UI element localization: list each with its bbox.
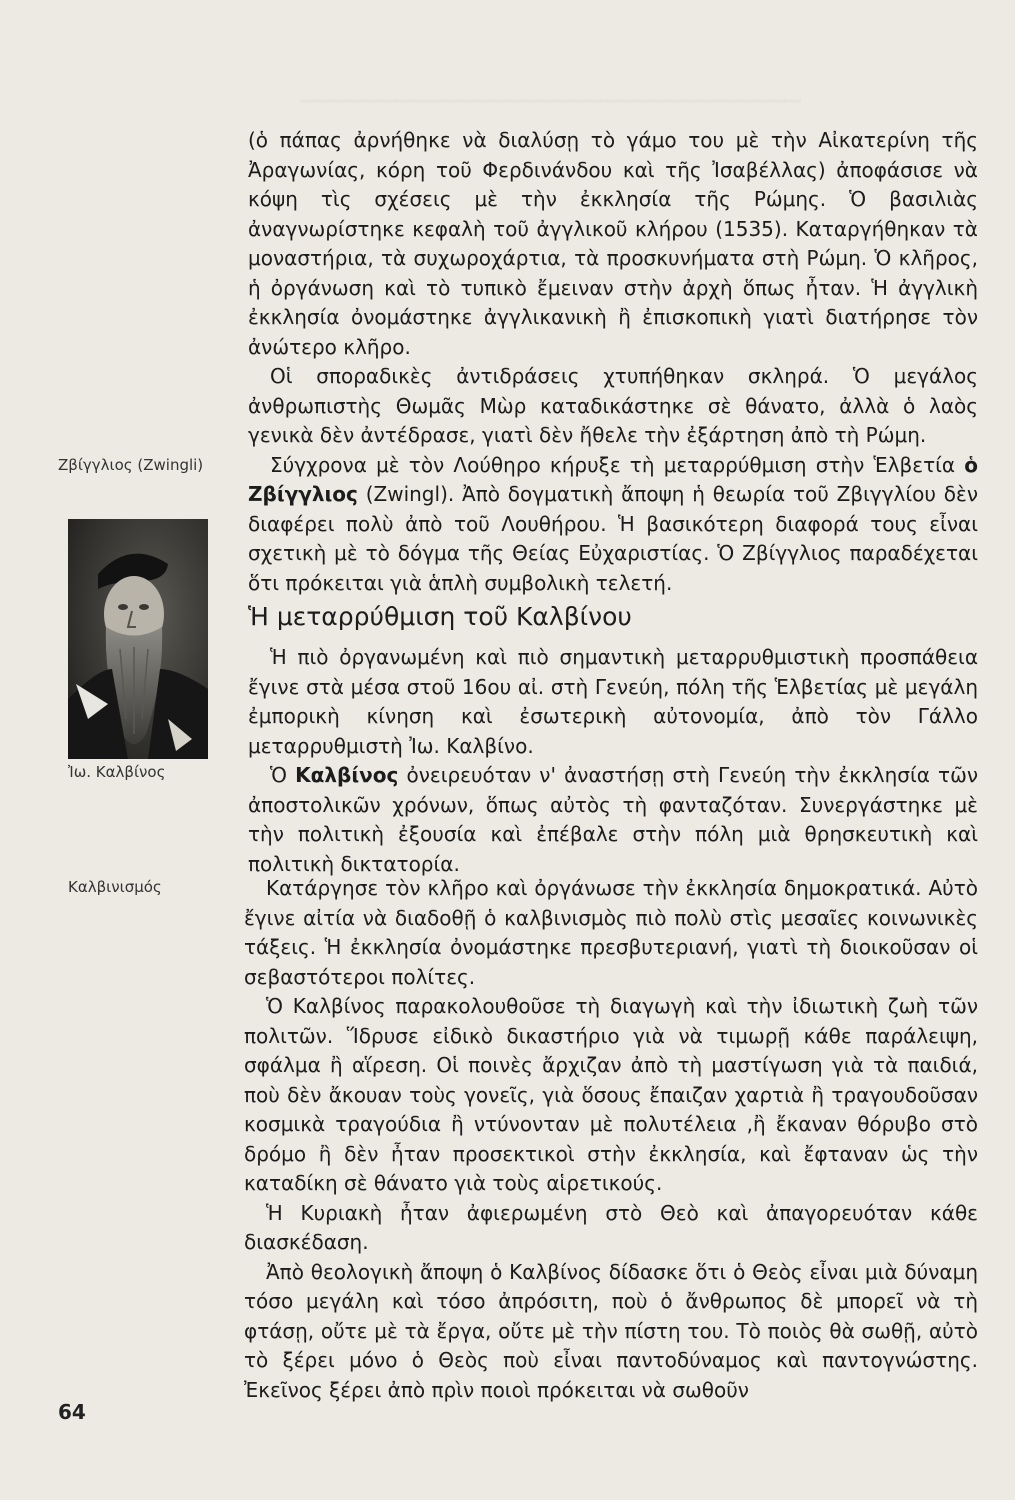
calvin-bold-name: Καλβίνος (295, 763, 399, 787)
zwingli-text-rest: (Zwingl). Ἀπὸ δογματικὴ ἄποψη ἡ θεωρία τοῦ Ζβιγγλίου δὲν διαφέρει πολὺ ἀπὸ τοῦ Λουθήρου. Ἡ βασικότερη διαφορά τους εἶναι σχετικὴ μὲ τὸ δόγμα τῆς Θείας Εὐχαριστίας. Ὁ Ζβίγγλιος παραδέχεται ὅτι πρόκειται γιὰ ἁπλὴ συμβολικὴ τελετή. (248, 482, 978, 595)
text-block-calvin-intro (248, 643, 978, 879)
paragraph-anglican-church: (ὁ πάπας ἀρνήθηκε νὰ διαλύσῃ τὸ γάμο του μὲ τὴν Αἰκατερίνη τῆς Ἀραγωνίας, κόρη τοῦ Φερδινάνδου καὶ τῆς Ἰσαβέλλας) ἀποφάσισε νὰ κόψη τὶς σχέσεις μὲ τὴν ἐκκλησία τῆς Ρώμης. Ὁ βασιλιὰς ἀναγνωρίστηκε κεφαλὴ τοῦ ἀγγλικοῦ κλήρου (1535). Καταργήθηκαν τὰ μοναστήρια, τὰ συχωροχάρτια, τὰ προσκυνήματα στὴ Ρώμη. Ὁ κλῆρος, ἡ ὀργάνωση καὶ τὸ τυπικὸ ἔμειναν στὴν ἀρχὴ ὅπως ἦταν. Ἡ ἀγγλικὴ ἐκκλησία ὀνομάστηκε ἀγγλικανικὴ ἢ ἐπισκοπικὴ γιατὶ διατήρησε τὸν ἀνώτερο κλῆρο. (248, 128, 978, 359)
page-number: 64 (58, 1400, 86, 1424)
section-heading-calvin: Ἡ μεταρρύθμιση τοῦ Καλβίνου (248, 602, 632, 631)
zwingli-caption: Ζβίγγλιος (Zwingli) (58, 456, 204, 474)
paragraph-court: Ὁ Καλβίνος παρακολουθοῦσε τὴ διαγωγὴ καὶ τὴν ἰδιωτικὴ ζωὴ τῶν πολιτῶν. Ἵδρυσε εἰδικὸ δικαστήριο γιὰ νὰ τιμωρῇ κάθε παράλειψη, σφάλμα ἢ αἵρεση. Οἱ ποινὲς ἄρχιζαν ἀπὸ τὴ μαστίγωση γιὰ τὰ παιδιά, ποὺ δὲν ἄκουαν τοὺς γονεῖς, γιὰ ὅσους ἔπαιζαν χαρτιὰ ἢ τραγουδοῦσαν κοσμικὰ τραγούδια ἢ ντύνονταν μὲ πολυτέλεια ,ἢ ἔκαναν θόρυβο στὸ δρόμο ἢ δὲν ἦταν προσεκτικοὶ στὴν ἐκκλησία, καὶ ἔφταναν ὡς τὴν καταδίκη σὲ θάνατο γιὰ τοὺς αἱρετικούς. (244, 994, 978, 1195)
paragraph-sunday: Ἡ Κυριακὴ ἦταν ἀφιερωμένη στὸ Θεὸ καὶ ἀπαγορευόταν κάθε διασκέδαση. (244, 1200, 978, 1254)
zwingli-text-start: Σύγχρονα μὲ τὸν Λούθηρο κήρυξε τὴ μεταρρύθμιση στὴν Ἑλβετία (270, 452, 965, 477)
paragraph-reactions: Οἱ σποραδικὲς ἀντιδράσεις χτυπήθηκαν σκληρά. Ὁ μεγάλος ἀνθρωπιστὴς Θωμᾶς Μὼρ καταδικάστηκε σὲ θάνατο, ἀλλὰ ὁ λαὸς γενικὰ δὲν ἀντέδρασε, γιατὶ δὲν ἤθελε τὴν ἐξάρτηση ἀπὸ τὴ Ρώμη. (248, 364, 978, 447)
zwingli-bold-name: ὁ Ζβίγγλιος (248, 452, 978, 506)
calvin-text-rest: ὀνειρευόταν ν' ἀναστήσῃ στὴ Γενεύη τὴν ἐκκλησία τῶν ἀποστολικῶν χρόνων, ὅπως αὐτὸς τὴ φανταζόταν. Συνεργάστηκε μὲ τὴν πολιτικὴ ἐξουσία καὶ ἐπέβαλε στὴν πόλη μιὰ θρησκευτικὴ καὶ πολιτικὴ δικτατορία. (248, 763, 978, 876)
calvin-text-start: Ὁ (270, 763, 296, 787)
paragraph-zwingli (248, 451, 978, 599)
paragraph-presbyterian: Κατάργησε τὸν κλῆρο καὶ ὀργάνωσε τὴν ἐκκλησία δημοκρατικά. Αὐτὸ ἔγινε αἰτία νὰ διαδοθῇ ὁ καλβινισμὸς πιὸ πολὺ στὶς μεσαῖες κοινωνικὲς τάξεις. Ἡ ἐκκλησία ὀνομάστηκε πρεσβυτεριανή, γιατὶ τὴ διοικοῦσαν οἱ σεβαστότεροι πολίτες. (244, 876, 978, 989)
calvinism-label: Καλβινισμός (68, 878, 162, 896)
paragraph-calvin-geneva: Ἡ πιὸ ὀργανωμένη καὶ πιὸ σημαντικὴ μεταρρυθμιστικὴ προσπάθεια ἔγινε στὰ μέσα στοῦ 16ου αἰ. στὴ Γενεύη, πόλη τῆς Ἑλβετίας μὲ μεγάλη ἐμπορικὴ κίνηση καὶ ἐσωτερικὴ αὐτονομία, ἀπὸ τὸν Γάλλο μεταρρυθμιστὴ Ἰω. Καλβίνο. (248, 645, 978, 758)
bleed-through-decoration: ▔▔▔▔▔▔▔▔▔▔▔▔▔▔▔▔▔▔▔▔▔▔▔▔▔▔▔▔▔▔▔ (300, 100, 801, 124)
text-block-calvinism (244, 874, 978, 1405)
calvin-caption: Ἰω. Καλβίνος (68, 763, 166, 781)
paragraph-calvin-dream (248, 761, 978, 879)
calvin-portrait-icon (68, 519, 208, 759)
paragraph-theology: Ἀπὸ θεολογικὴ ἄποψη ὁ Καλβίνος δίδασκε ὅτι ὁ Θεὸς εἶναι μιὰ δύναμη τόσο μεγάλη καὶ τόσο ἀπρόσιτη, ποὺ ὁ ἄνθρωπος δὲ μπορεῖ νὰ τὴ φτάσῃ, οὔτε μὲ τὰ ἔργα, οὔτε μὲ τὴν πίστη του. Τὸ ποιὸς θὰ σωθῇ, αὐτὸ τὸ ξέρει μόνο ὁ Θεὸς ποὺ εἶναι παντοδύναμος καὶ παντογνώστης. Ἐκεῖνος ξέρει ἀπὸ πρὶν ποιοὶ πρόκειται νὰ σωθοῦν (244, 1259, 978, 1402)
text-block-anglican-zwingli (248, 126, 978, 598)
